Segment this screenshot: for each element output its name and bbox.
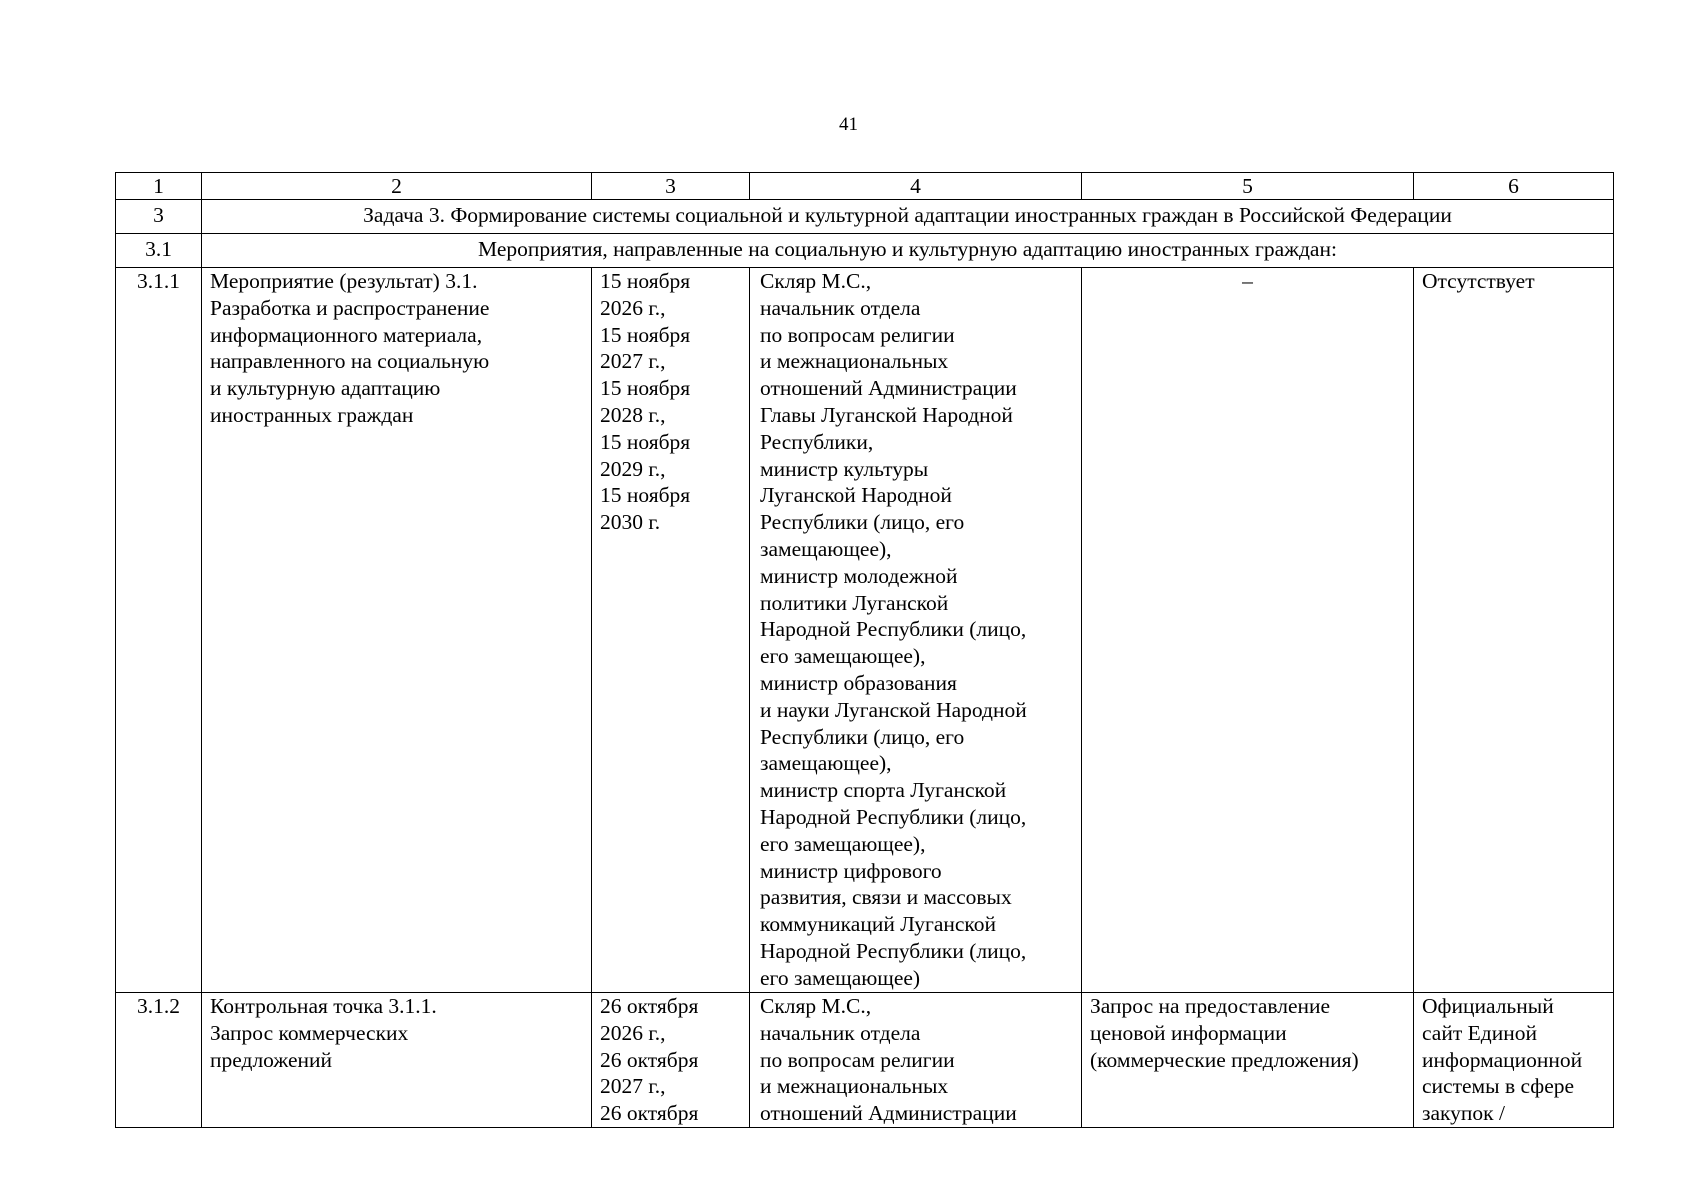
text-line: министр молодежной: [760, 563, 958, 588]
result-document: [1082, 993, 1414, 1128]
result-document: [1082, 268, 1414, 993]
section-number: 3.1: [116, 234, 202, 268]
text-line: министр образования: [760, 670, 957, 695]
text-line: коммуникаций Луганской: [760, 912, 997, 937]
task-row: [116, 200, 1614, 234]
text-line: Главы Луганской Народной: [760, 402, 1013, 427]
text-line: Республики (лицо, его: [760, 724, 965, 749]
text-line: начальник отдела: [760, 1020, 921, 1045]
row-number: 3.1.2: [116, 993, 202, 1128]
text-line: 26 октября: [600, 1047, 699, 1072]
text-line: его замещающее),: [760, 831, 926, 856]
text-line: и межнациональных: [760, 349, 949, 374]
text-line: и межнациональных: [760, 1074, 949, 1099]
text-line: 15 ноября: [600, 376, 691, 401]
column-number-row: [116, 173, 1614, 200]
text-line: замещающее),: [760, 536, 892, 561]
text-line: 2026 г.,: [600, 295, 666, 320]
text-line: 2028 г.,: [600, 402, 666, 427]
text-line: сайт Единой: [1422, 1020, 1537, 1045]
section-row: [116, 234, 1614, 268]
text-line: Запрос на предоставление: [1090, 994, 1331, 1018]
text-line: иностранных граждан: [210, 402, 414, 427]
text-line: 2029 г.,: [600, 456, 666, 481]
information-system: [1414, 268, 1614, 993]
column-number-cell: 1: [116, 173, 202, 200]
column-number-cell: 5: [1082, 173, 1414, 200]
column-number-cell: 4: [750, 173, 1082, 200]
text-line: 15 ноября: [600, 483, 691, 508]
text-line: министр культуры: [760, 456, 929, 481]
text-line: развития, связи и массовых: [760, 885, 1012, 910]
text-line: Разработка и распространение: [210, 295, 490, 320]
text-line: информационной: [1422, 1047, 1583, 1072]
table-row: [116, 268, 1614, 993]
text-line: Контрольная точка 3.1.1.: [210, 994, 437, 1018]
text-line: Официальный: [1422, 994, 1554, 1018]
text-line: 26 октября: [600, 1101, 699, 1126]
text-line: закупок /: [1422, 1101, 1505, 1126]
text-line: 2026 г.,: [600, 1020, 666, 1045]
text-line: и науки Луганской Народной: [760, 697, 1027, 722]
task-title: Задача 3. Формирование системы социальной и культурной адаптации иностранных граждан в Российской Федерации: [202, 200, 1614, 234]
text-line: –: [1242, 269, 1253, 293]
text-line: (коммерческие предложения): [1090, 1047, 1359, 1072]
deadline: [592, 268, 750, 993]
column-number-cell: 2: [202, 173, 592, 200]
text-line: системы в сфере: [1422, 1074, 1575, 1099]
text-line: отношений Администрации: [760, 1101, 1017, 1126]
text-line: по вопросам религии: [760, 1047, 955, 1072]
text-line: информационного материала,: [210, 322, 483, 347]
responsible-person: [750, 993, 1082, 1128]
text-line: политики Луганской: [760, 590, 949, 615]
text-line: 2027 г.,: [600, 349, 666, 374]
text-line: 2027 г.,: [600, 1074, 666, 1099]
column-number-cell: 6: [1414, 173, 1614, 200]
text-line: министр цифрового: [760, 858, 942, 883]
text-line: 2030 г.: [600, 510, 661, 535]
text-line: Запрос коммерческих: [210, 1020, 409, 1045]
text-line: предложений: [210, 1047, 333, 1072]
section-title: Мероприятия, направленные на социальную и культурную адаптацию иностранных граждан:: [202, 234, 1614, 268]
text-line: замещающее),: [760, 751, 892, 776]
text-line: его замещающее): [760, 965, 921, 990]
page-number: 41: [839, 114, 858, 135]
text-line: 26 октября: [600, 994, 699, 1018]
text-line: 15 ноября: [600, 322, 691, 347]
table-row: [116, 993, 1614, 1128]
text-line: по вопросам религии: [760, 322, 955, 347]
text-line: ценовой информации: [1090, 1020, 1287, 1045]
text-line: Отсутствует: [1422, 269, 1535, 293]
event-description: [202, 993, 592, 1128]
text-line: начальник отдела: [760, 295, 921, 320]
responsible-person: [750, 268, 1082, 993]
text-line: Мероприятие (результат) 3.1.: [210, 269, 478, 293]
text-line: его замещающее),: [760, 644, 926, 669]
event-description: [202, 268, 592, 993]
information-system: [1414, 993, 1614, 1128]
plan-table: [115, 172, 1614, 1128]
text-line: Республики,: [760, 429, 874, 454]
task-number: 3: [116, 200, 202, 234]
row-number: 3.1.1: [116, 268, 202, 993]
text-line: Народной Республики (лицо,: [760, 938, 1027, 963]
text-line: Народной Республики (лицо,: [760, 804, 1027, 829]
text-line: направленного на социальную: [210, 349, 490, 374]
text-line: Скляр М.С.,: [760, 994, 872, 1018]
text-line: 15 ноября: [600, 429, 691, 454]
text-line: Республики (лицо, его: [760, 510, 965, 535]
text-line: и культурную адаптацию: [210, 376, 441, 401]
text-line: Скляр М.С.,: [760, 269, 872, 293]
column-number-cell: 3: [592, 173, 750, 200]
text-line: отношений Администрации: [760, 376, 1017, 401]
text-line: Народной Республики (лицо,: [760, 617, 1027, 642]
text-line: Луганской Народной: [760, 483, 952, 508]
text-line: 15 ноября: [600, 269, 691, 293]
deadline: [592, 993, 750, 1128]
text-line: министр спорта Луганской: [760, 778, 1007, 803]
